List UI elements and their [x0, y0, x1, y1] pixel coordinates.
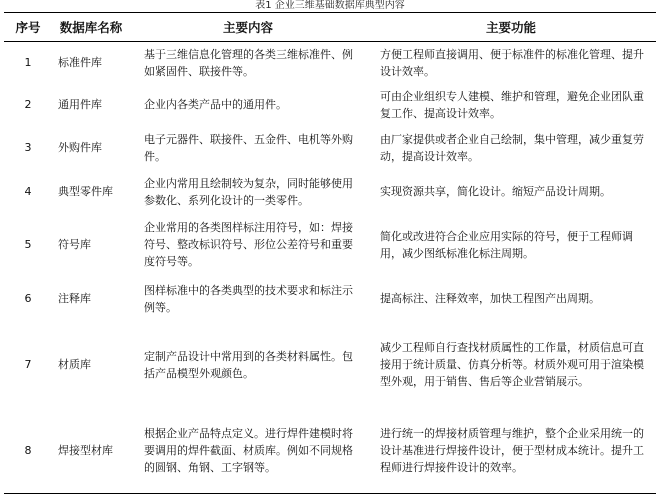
table-row — [4, 170, 656, 214]
row-name: 外购件库 — [58, 141, 102, 154]
row-function: 减少工程师自行查找材质属性的工作量，材质信息可直接用于统计质量、仿真分析等。材质外观可用于渲染模型外观，用于销售、售后等企业营销展示。 — [380, 341, 644, 388]
header-name: 数据库名称 — [52, 13, 130, 42]
row-function: 简化或改进符合企业应用实际的符号，便于工程师调用，减少图纸标准化标注周期。 — [380, 229, 633, 260]
row-function: 可由企业组织专人建模、维护和管理，避免企业团队重复工作、提高设计效率。 — [380, 89, 644, 120]
row-content: 图样标准中的各类典型的技术要求和标注示例等。 — [144, 283, 353, 314]
row-content: 企业内各类产品中的通用件。 — [144, 98, 287, 111]
row-content: 定制产品设计中常用到的各类材料属性。包括产品模型外观颜色。 — [144, 349, 353, 380]
table-caption: 表1 企业三维基础数据库典型内容 — [255, 0, 405, 11]
table-row — [4, 408, 656, 494]
header-no: 序号 — [4, 13, 52, 42]
row-function: 实现资源共享，简化设计。缩短产品设计周期。 — [380, 185, 611, 198]
database-table — [4, 12, 656, 494]
row-name: 材质库 — [58, 358, 91, 371]
table-row — [4, 42, 656, 84]
row-no: 8 — [4, 408, 52, 494]
row-function: 提高标注、注释效率，加快工程图产出周期。 — [380, 292, 600, 305]
row-no: 1 — [24, 56, 32, 70]
header-content: 主要内容 — [130, 13, 366, 42]
row-name: 焊接型材库 — [52, 408, 130, 494]
row-function: 进行统一的焊接材质管理与维护，整个企业采用统一的设计基准进行焊接件设计，便于型材成本统计。提升工程师进行焊接件设计的效率。 — [366, 408, 656, 494]
row-function: 方便工程师直接调用、便于标准件的标准化管理、提升设计效率。 — [380, 47, 644, 78]
row-content: 企业内常用且绘制较为复杂，同时能够使用参数化、系列化设计的一类零件。 — [144, 176, 353, 207]
row-name: 典型零件库 — [58, 185, 113, 198]
table-row — [4, 126, 656, 170]
table-row — [4, 214, 656, 276]
row-content: 电子元器件、联接件、五金件、电机等外购件。 — [144, 132, 353, 163]
row-no: 3 — [24, 141, 32, 154]
row-no: 5 — [24, 238, 32, 251]
header-row — [4, 13, 656, 42]
table-row — [4, 84, 656, 126]
table-row — [4, 276, 656, 322]
row-name: 通用件库 — [58, 98, 102, 111]
table-header — [4, 13, 656, 42]
row-name: 符号库 — [58, 238, 91, 251]
row-no: 7 — [24, 358, 32, 371]
row-name: 标准件库 — [58, 56, 102, 70]
row-name: 注释库 — [58, 292, 91, 305]
header-function: 主要功能 — [366, 13, 656, 42]
row-content: 基于三维信息化管理的各类三维标准件、例如紧固件、联接件等。 — [144, 47, 353, 78]
row-content: 根据企业产品特点定义。进行焊件建模时将要调用的焊件截面、材质库。例如不同规格的圆钢、角钢、工字钢等。 — [130, 408, 366, 494]
table-row — [4, 322, 656, 408]
row-no: 4 — [24, 185, 32, 198]
row-content: 企业常用的各类图样标注用符号，如：焊接符号、整改标识符号、形位公差符号和重要度符号等。 — [144, 221, 353, 268]
row-no: 6 — [24, 292, 32, 305]
table-body — [4, 42, 656, 494]
row-function: 由厂家提供或者企业自己绘制，集中管理，减少重复劳动，提高设计效率。 — [380, 132, 644, 163]
row-no: 2 — [24, 98, 32, 111]
